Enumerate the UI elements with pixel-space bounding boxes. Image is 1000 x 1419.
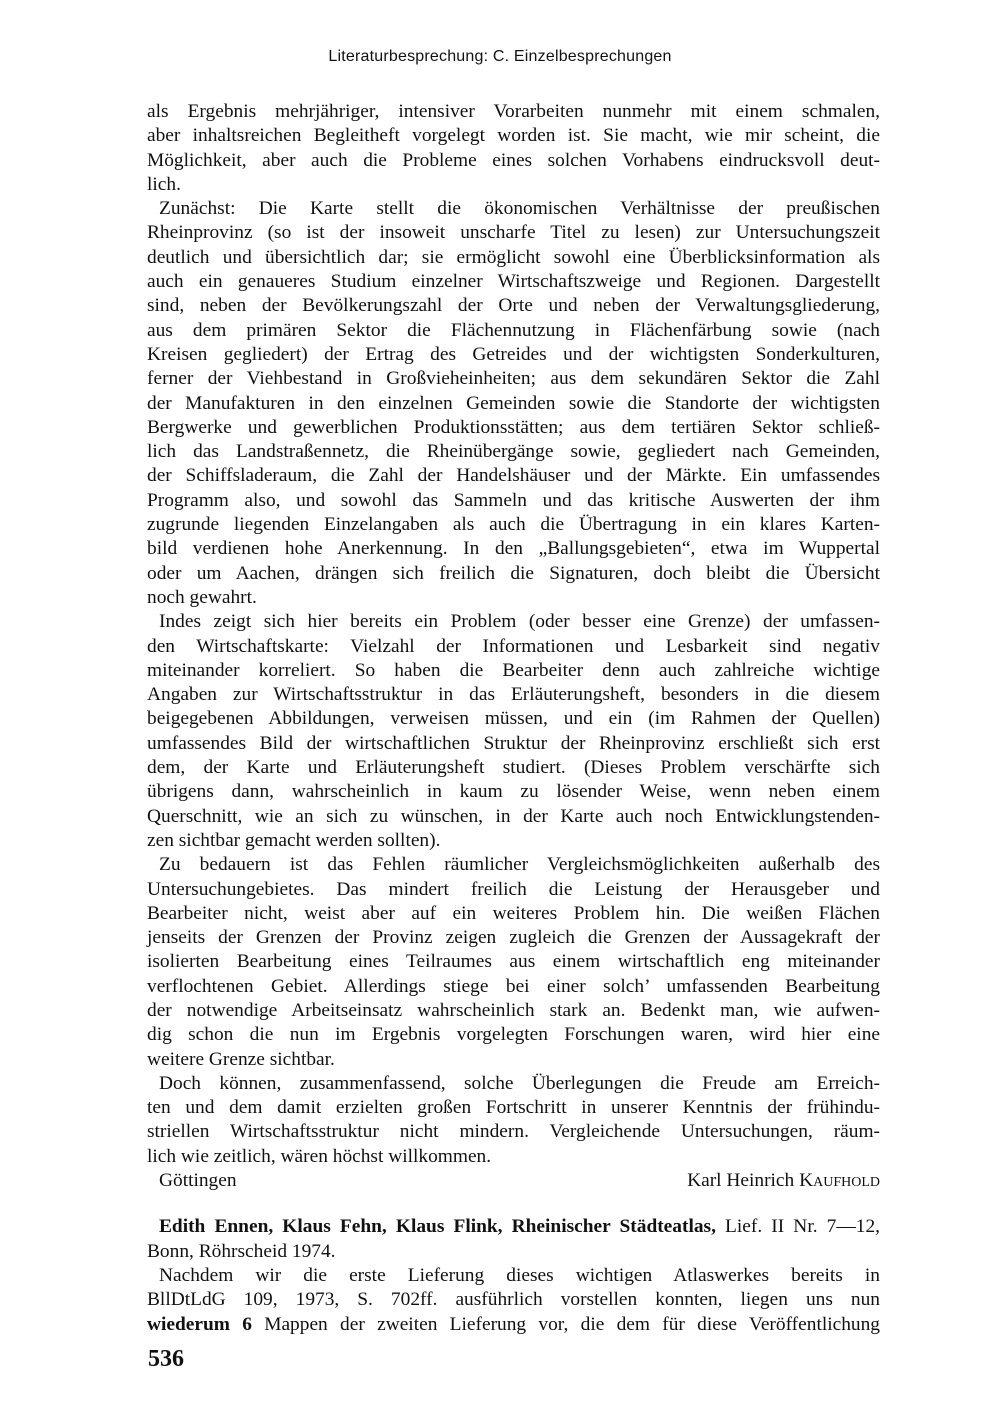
text-line: als Ergebnis mehrjähriger, intensiver Vorarbeiten nunmehr mit einem schmalen, [147,101,880,122]
text-line: Bearbeiter nicht, weist aber auf ein weiteres Problem hin. Die weißen Flächen [147,902,880,924]
text-line: aus dem primären Sektor die Flächennutzung in Flächenfärbung sowie (nach [147,319,880,341]
section-gap [147,1193,880,1215]
text-line: Untersuchungebietes. Das mindert freilich die Leistung der Herausgeber und [147,878,880,900]
text-line: verflochtenen Gebiet. Allerdings stiege bei einer solch’ umfassenden Bearbeitung [147,975,880,997]
text-line: Zunächst: Die Karte stellt die ökonomischen Verhältnisse der preußischen [159,198,880,220]
text-line: Querschnitt, wie an sich zu wünschen, in der Karte auch noch Entwicklungstenden- [147,805,880,827]
text-line: weitere Grenze sichtbar. [147,1048,335,1070]
author-first-name: Karl Heinrich [687,1170,795,1192]
review-title-line [147,1215,880,1239]
text-line: oder um Aachen, drängen sich freilich die Signaturen, doch bleibt die Übersicht [147,562,880,584]
review-title-rest: Lief. II Nr. 7—12, [715,1216,880,1238]
text-line: BllDtLdG 109, 1973, S. 702ff. ausführlich vorstellen konnten, liegen uns nun [147,1289,880,1311]
text-line: Doch können, zusammenfassend, solche Überlegungen die Freude am Erreich- [159,1072,880,1094]
text-line: Indes zeigt sich hier bereits ein Problem (oder besser eine Grenze) der umfassen- [159,611,880,633]
text-line: Rheinprovinz (so ist der insoweit unscharfe Titel zu lesen) zur Untersuchungszeit [147,222,880,244]
bold-phrase: wiederum 6 [147,1313,252,1335]
text-line: Angaben zur Wirtschaftsstruktur in das Erläuterungsheft, besonders in die diesem [147,684,880,706]
text-line: lich wie zeitlich, wären höchst willkommen. [147,1145,492,1167]
review-place: Göttingen [159,1170,237,1192]
text-line: auch ein genaueres Studium einzelner Wirtschaftszweige und Regionen. Dargestellt [147,271,880,293]
text-line: umfassendes Bild der wirtschaftlichen Struktur der Rheinprovinz erschließt sich erst [147,732,880,754]
review-author [687,1169,880,1193]
text-line: dem, der Karte und Erläuterungsheft studiert. (Dieses Problem verschärfte sich [147,757,880,779]
text-line: striellen Wirtschaftsstruktur nicht mindern. Vergleichende Untersuchungen, räum- [147,1121,880,1143]
text-line: Kreisen gegliedert) der Ertrag des Getreides und der wichtigsten Sonderkulturen, [147,343,880,365]
text-line: Programm also, und sowohl das Sammeln und das kritische Auswerten der ihm [147,489,880,511]
text-line: miteinander korreliert. So haben die Bearbeiter denn auch zahlreiche wichtige [147,659,880,681]
text-line: zen sichtbar gemacht werden sollten). [147,829,441,851]
text-line: lich. [147,173,181,195]
text-line: aber inhaltsreichen Begleitheft vorgelegt worden ist. Sie macht, wie mir scheint, die [147,125,880,147]
text-line: der Manufakturen in den einzelnen Gemeinden sowie die Standorte der wichtigsten [147,392,880,414]
text-line: übrigens dann, wahrscheinlich in kaum zu lösender Weise, wenn neben einem [147,781,880,803]
text-line: lich das Landstraßennetz, die Rheinübergänge sowie, gegliedert nach Gemeinden, [147,441,880,463]
text-line [147,1313,880,1337]
text-line: zugrunde liegenden Einzelangaben als auch die Übertragung in ein klares Karten- [147,514,880,536]
text-line: Nachdem wir die erste Lieferung dieses wichtigen Atlaswerkes bereits in [159,1264,880,1286]
text-line: den Wirtschaftskarte: Vielzahl der Informationen und Lesbarkeit sind negativ [147,635,880,657]
text-line: der notwendige Arbeitseinsatz wahrscheinlich stark an. Bedenkt man, wie aufwen- [147,999,880,1021]
text-line: Zu bedauern ist das Fehlen räumlicher Vergleichsmöglichkeiten außerhalb des [159,854,880,876]
body-text [147,100,880,1337]
author-last-name: Kaufhold [799,1170,880,1192]
text-line: ferner der Viehbestand in Großvieheinheiten; aus dem sekundären Sektor die Zahl [147,368,880,390]
text-line: Bergwerke und gewerblichen Produktionsstätten; aus dem tertiären Sektor schließ- [147,416,880,438]
text-line: deutlich und übersichtlich dar; sie ermöglicht sowohl eine Überblicksinformation als [147,246,880,268]
review-title: Edith Ennen, Klaus Fehn, Klaus Flink, Rheinischer Städteatlas, [159,1216,716,1238]
text-line: isolierten Bearbeitung eines Teilraumes aus einem wirtschaftlich eng miteinander [147,951,880,973]
text-line: dig schon die nun im Ergebnis vorgelegten Forschungen waren, wird hier eine [147,1024,880,1046]
text-line: noch gewahrt. [147,586,257,608]
text-line: sind, neben der Bevölkerungszahl der Orte und neben der Verwaltungsgliederung, [147,295,880,317]
text-line: beigegebenen Abbildungen, verweisen müssen, und ein (im Rahmen der Quellen) [147,708,880,730]
running-head: Literaturbesprechung: C. Einzelbesprechungen [328,48,672,65]
text-line: Möglichkeit, aber auch die Probleme eines solchen Vorhabens eindrucksvoll deut- [147,149,880,171]
text-line: jenseits der Grenzen der Provinz zeigen zugleich die Grenzen der Aussagekraft der [147,927,880,949]
text-line: der Schiffsladeraum, die Zahl der Handelshäuser und der Märkte. Ein umfassendes [147,465,880,487]
review-imprint: Bonn, Röhrscheid 1974. [147,1240,336,1262]
page-number: 536 [148,1346,184,1372]
text-line: bild verdienen hohe Anerkennung. In den „Ballungsgebieten“, etwa im Wuppertal [147,538,880,560]
text-rest: Mappen der zweiten Lieferung vor, die dem für diese Veröffentlichung [251,1313,880,1335]
review-signature [147,1169,880,1193]
text-line: ten und dem damit erzielten großen Fortschritt in unserer Kenntnis der frühindu- [147,1097,880,1119]
